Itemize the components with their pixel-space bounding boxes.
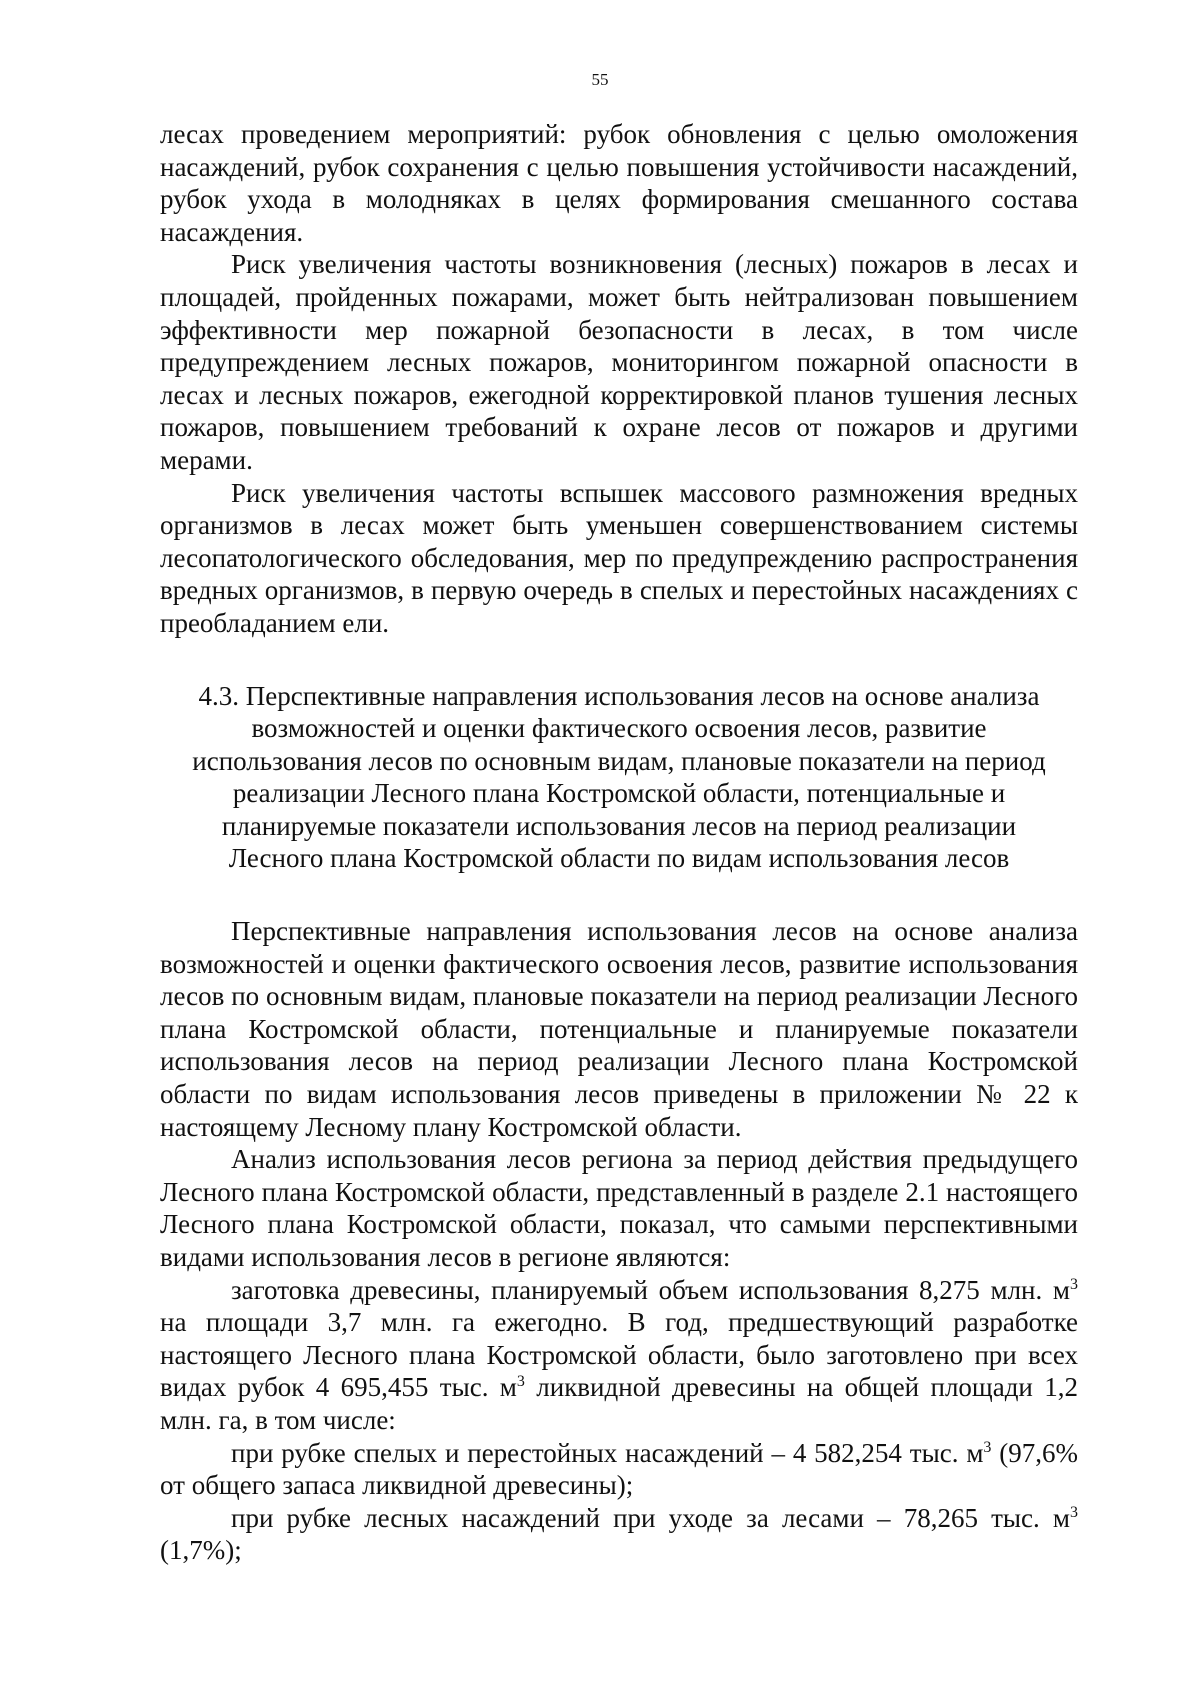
paragraph-forest-renewal: лесах проведением мероприятий: рубок обновления с целью омоложения насаждений, рубок сохранения с целью повышения устойчивости насаждений, рубок ухода в молодняках в целях формирования смешанного состава насаждения. (160, 119, 1078, 247)
paragraph-mature-felling (160, 1437, 1078, 1502)
text-fragment: (97,6% от общего запаса ликвидной древесины); (160, 1437, 1078, 1501)
text-fragment: при рубке лесных насаждений при уходе за лесами – 78,265 тыс. м (231, 1502, 1070, 1533)
superscript: 3 (1070, 1275, 1078, 1293)
heading-line: Лесного плана Костромской области по видам использования лесов (228, 843, 1010, 874)
heading-line: планируемые показатели использования лесов на период реализации (221, 810, 1017, 841)
superscript: 3 (1070, 1503, 1078, 1521)
heading-line: возможностей и оценки фактического освоения лесов, развитие (251, 713, 987, 744)
superscript: 3 (516, 1373, 525, 1391)
text-fragment: (1,7%); (160, 1535, 242, 1566)
paragraph-directions: Перспективные направления использования лесов на основе анализа возможностей и оценки фактического освоения лесов, развитие использования лесов по основным видам, плановые показатели на период реализации Лесного плана Костромской области, потенциальные и планируемые показатели использования лесов на период реализации Лесного плана Костромской области по видам использования лесов приведены в приложении № 22 к настоящему Лесному плану Костромской области. (160, 916, 1078, 1142)
text-fragment: на площади 3,7 млн. га ежегодно. В год, предшествующий разработке настоящего Лесного плана Костромской области, было заготовлено при всех видах рубок 4 695,455 тыс. м (160, 1307, 1078, 1403)
heading-line: 4.3. Перспективные направления использования лесов на основе анализа (198, 680, 1040, 711)
document-body (160, 118, 1078, 1567)
page-number: 55 (591, 70, 609, 89)
text-fragment: при рубке спелых и перестойных насаждений – 4 582,254 тыс. м (231, 1437, 984, 1468)
section-heading (160, 680, 1078, 876)
paragraph-pest-risk: Риск увеличения частоты вспышек массового размножения вредных организмов в лесах может быть уменьшен совершенствованием системы лесопатологического обследования, мер по предупреждению распространения вредных организмов, в первую очередь в спелых и перестойных насаждениях с преобладанием ели. (160, 477, 1078, 638)
text-fragment: ликвидной древесины на общей площади 1,2 млн. га, в том числе: (160, 1372, 1078, 1435)
heading-line: реализации Лесного плана Костромской области, потенциальные и (232, 778, 1006, 809)
paragraph-analysis: Анализ использования лесов региона за период действия предыдущего Лесного плана Костромской области, представленный в разделе 2.1 настоящего Лесного плана Костромской области, показал, что самыми перспективными видами использования лесов в регионе являются: (160, 1144, 1078, 1272)
text-fragment: заготовка древесины, планируемый объем использования 8,275 млн. м (231, 1274, 1070, 1305)
superscript: 3 (983, 1438, 992, 1456)
paragraph-fire-risk: Риск увеличения частоты возникновения (лесных) пожаров в лесах и площадей, пройденных пожарами, может быть нейтрализован повышением эффективности мер пожарной безопасности в лесах, в том числе предупреждением лесных пожаров, мониторингом пожарной опасности в лесах и лесных пожаров, ежегодной корректировкой планов тушения лесных пожаров, повышением требований к охране лесов от пожаров и другими мерами. (160, 249, 1078, 475)
paragraph-timber-harvest (160, 1274, 1078, 1437)
heading-line: использования лесов по основным видам, плановые показатели на период (192, 745, 1046, 776)
paragraph-care-felling (160, 1502, 1078, 1567)
